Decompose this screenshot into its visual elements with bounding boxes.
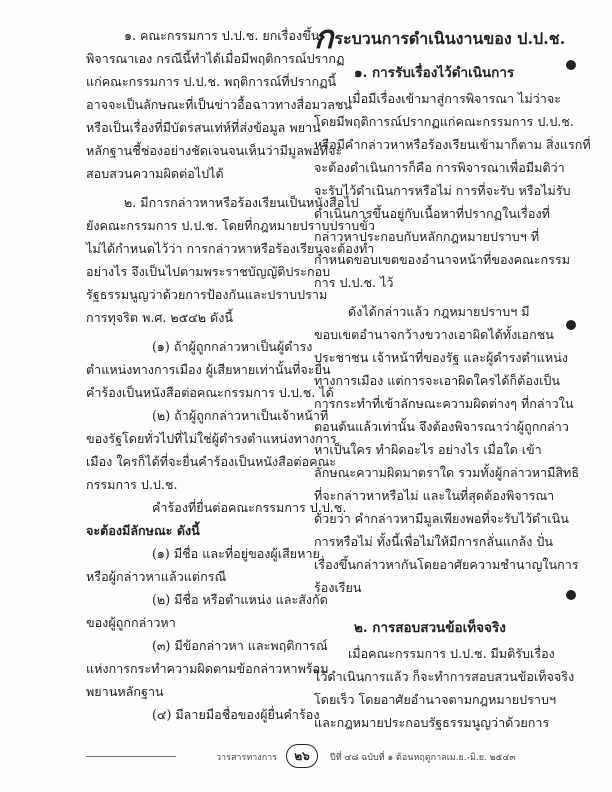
text-line: ทางการเมือง แต่การจะเอาผิดใครได้ก็ต้องเป็น	[314, 373, 560, 388]
heading-receiving-complaints: ๑. การรับเรื่องไว้ดำเนินการ	[354, 65, 515, 81]
text-line: ร้องเรียน	[314, 580, 362, 595]
text-line: หาเป็นใคร ทำผิดอะไร อย่างไร เมื่อใด เข้า	[314, 442, 542, 457]
list-item-name-address	[86, 542, 332, 588]
text-line: ๑. คณะกรรมการ ป.ป.ช. ยกเรื่องขึ้น	[124, 28, 320, 43]
footer-rule	[86, 756, 176, 757]
text-line: (๔) มีลายมือชื่อของผู้ยื่นคำร้อง	[152, 707, 320, 722]
text-line: การหรือไม่ ทั้งนี้เพื่อไม่ให้มีการกลั่นแกล้ง ปั่น	[314, 534, 553, 549]
text-line: โดยมีพฤติการณ์ปรากฏแก่คณะกรรมการ ป.ป.ช.	[314, 114, 574, 129]
text-line: หลักฐานชี้ช่องอย่างชัดเจนจนเห็นว่ามีมูลพอที่จะ	[86, 143, 343, 158]
paragraph-receiving-matter	[314, 87, 591, 294]
page-footer	[0, 744, 612, 770]
paragraph-state-official	[86, 404, 337, 496]
text-line: เมื่อมีเรื่องเข้ามาสู่การพิจารณา ไม่ว่าจะ	[348, 91, 561, 106]
text-line: ๒. มีการกล่าวหาหรือร้องเรียนเป็นหนังสือไป	[124, 195, 359, 210]
text-line: จะต้องดำเนินการก็คือ การพิจารณาเพื่อมีมติว่า	[314, 160, 565, 175]
text-line: เรื่องขึ้นกล่าวหากันโดยอาศัยความชำนาญในการ	[314, 557, 579, 572]
list-item-position-affiliation	[86, 588, 332, 634]
text-line: (๓) มีข้อกล่าวหา และพฤติการณ์	[152, 638, 328, 653]
text-line: ลักษณะความผิดมาตราใด รวมทั้งผู้กล่าวหามีสิทธิ	[314, 465, 580, 480]
text-line: พยานหลักฐาน	[86, 684, 164, 699]
text-line: ประชาชน เจ้าหน้าที่ของรัฐ และผู้ดำรงตำแหน่ง	[314, 350, 568, 365]
text-line: (๒) ถ้าผู้ถูกกล่าวหาเป็นเจ้าหน้าที่	[152, 408, 329, 423]
margin-bullet-icon	[566, 320, 576, 330]
text-line: จะรับไว้ดำเนินการหรือไม่ การที่จะรับ หรือไม่รับ	[314, 183, 571, 198]
text-line: ตำแหน่งทางการเมือง ผู้เสียหายเท่านั้นที่จะยื่น	[86, 362, 331, 377]
text-line: หรือผู้กล่าวหาแล้วแต่กรณี	[86, 569, 227, 584]
page-number: ๒๖	[286, 744, 318, 768]
right-column	[314, 18, 591, 734]
text-line: (๒) มีชื่อ หรือตำแหน่ง และสังกัด	[152, 592, 328, 607]
text-line: อาจจะเป็นลักษณะที่เป็นข่าวอื้อฉาวทางสื่อมวลชน	[86, 97, 352, 112]
text-line: แก่คณะกรรมการ ป.ป.ช. พฤติการณ์ที่ปรากฏนี้	[86, 74, 337, 89]
text-line: ยังคณะกรรมการ ป.ป.ช. โดยที่กฎหมายปราบปราบขั้ว	[86, 218, 375, 233]
text-line: ไม่ได้กำหนดไว้ว่า การกล่าวหาหรือร้องเรียนจะต้องทำ	[86, 241, 375, 256]
text-line: และกฎหมายประกอบรัฐธรรมนูญว่าด้วยการ	[314, 715, 550, 730]
text-line: (๑) มีชื่อ และที่อยู่ของผู้เสียหาย	[152, 546, 320, 561]
list-item-allegation-evidence	[86, 634, 332, 703]
text-line: สอบสวนความผิดต่อไปได้	[86, 166, 224, 181]
text-line: จะต้องมีลักษณะ ดังนี้	[86, 523, 200, 538]
text-line: เมือง ใครก็ได้ที่จะยื่นคำร้องเป็นหนังสือต่อคณะ	[86, 454, 337, 469]
text-line: คำร้องเป็นหนังสือต่อคณะกรรมการ ป.ป.ช. ได้	[86, 385, 334, 400]
paragraph-political-officeholder	[86, 335, 332, 404]
text-line: โดยเร็ว โดยอาศัยอำนาจตามกฎหมายปราบฯ	[314, 692, 557, 707]
section-title	[314, 18, 566, 56]
text-line: หรือเป็นเรื่องที่มีบัตรสนเท่ห์ที่ส่งข้อมูล พยาน	[86, 120, 321, 135]
issue-info: ปีที่ ๔๘ ฉบับที่ ๑ ต้อนหฤดูกาลเม.ย.-มิ.ย. ๒๕๔๓	[330, 753, 516, 763]
text-line: คำร้องที่ยื่นต่อคณะกรรมการ ป.ป.ช.	[152, 500, 347, 515]
text-line: ไว้ดำเนินการแล้ว ก็จะทำการสอบสวนข้อเท็จจริง	[314, 669, 575, 684]
heading-fact-finding: ๒. การสอบสวนข้อเท็จจริง	[354, 620, 506, 636]
list-item-signature	[86, 703, 332, 726]
margin-bullet-icon	[566, 60, 576, 70]
title-text: ระบวนการดำเนินงานของ ป.ป.ช.	[334, 29, 566, 48]
paragraph-fact-finding	[314, 642, 575, 734]
text-line: กรรมการ ป.ป.ช.	[86, 477, 178, 492]
paragraph-scope-of-law	[314, 300, 580, 599]
text-line: เมื่อคณะกรรมการ ป.ป.ช. มีมติรับเรื่อง	[348, 646, 555, 661]
text-line: ขอบเขตอำนาจกว้างขวางเอาผิดได้ทั้งเอกชน	[314, 327, 554, 342]
text-line: การ ป.ป.ช. ไว้	[314, 275, 394, 290]
text-line: (๑) ถ้าผู้ถูกกล่าวหาเป็นผู้ดำรง	[152, 339, 313, 354]
text-line: ที่จะกล่าวหาหรือไม่ และในที่สุดต้องพิจารณา	[314, 488, 555, 503]
text-line: ดังได้กล่าวแล้ว กฎหมายปราบฯ มี	[348, 304, 530, 319]
text-line: ของรัฐโดยทั่วไปที่ไม่ใช่ผู้ดำรงตำแหน่งทางการ	[86, 431, 337, 446]
text-line: การกระทำที่เข้าลักษณะความผิดต่างๆ ที่กล่าวใน	[314, 396, 574, 411]
text-line: การทุจริต พ.ศ. ๒๕๔๒ ดังนี้	[86, 310, 233, 325]
text-line: พิจารณาเอง กรณีนี้ทำได้เมื่อมีพฤติการณ์ปรากฏ	[86, 51, 345, 66]
text-line: ของผู้ถูกกล่าวหา	[86, 615, 176, 630]
paragraph-complaint-requirements	[86, 496, 347, 542]
title-initial: ก	[314, 18, 334, 56]
text-line: หรือมีคำกล่าวหาหรือร้องเรียนเข้ามาก็ตาม สิ่งแรกที่	[314, 137, 591, 152]
text-line: กล่าวหาประกอบกับหลักกฎหมายปราบฯ ที่	[314, 229, 540, 244]
text-line: ดำเนินการขึ้นอยู่กับเนื้อหาที่ปรากฏในเรื่องที่	[314, 206, 550, 221]
paragraph-complaint-self-initiated	[86, 24, 352, 185]
text-line: อย่างไร จึงเป็นไปตามพระราชบัญญัติประกอบ	[86, 264, 331, 279]
text-line: รัฐธรรมนูญว่าด้วยการป้องกันและปราบปราม	[86, 287, 328, 302]
text-line: กำหนดขอบเขตของอำนาจหน้าที่ของคณะกรรม	[314, 252, 570, 267]
text-line: ด้วยว่า คำกล่าวหามีมูลเพียงพอที่จะรับไว้ดำเนิน	[314, 511, 569, 526]
journal-name: วารสารทางการ	[216, 753, 278, 763]
margin-bullet-icon	[566, 590, 576, 600]
text-line: ตอนต้นแล้วเท่านั้น จึงต้องพิจารณาว่าผู้ถูกกล่าว	[314, 419, 569, 434]
text-line: แห่งการกระทำความผิดตามข้อกล่าวหาพร้อม	[86, 661, 329, 676]
